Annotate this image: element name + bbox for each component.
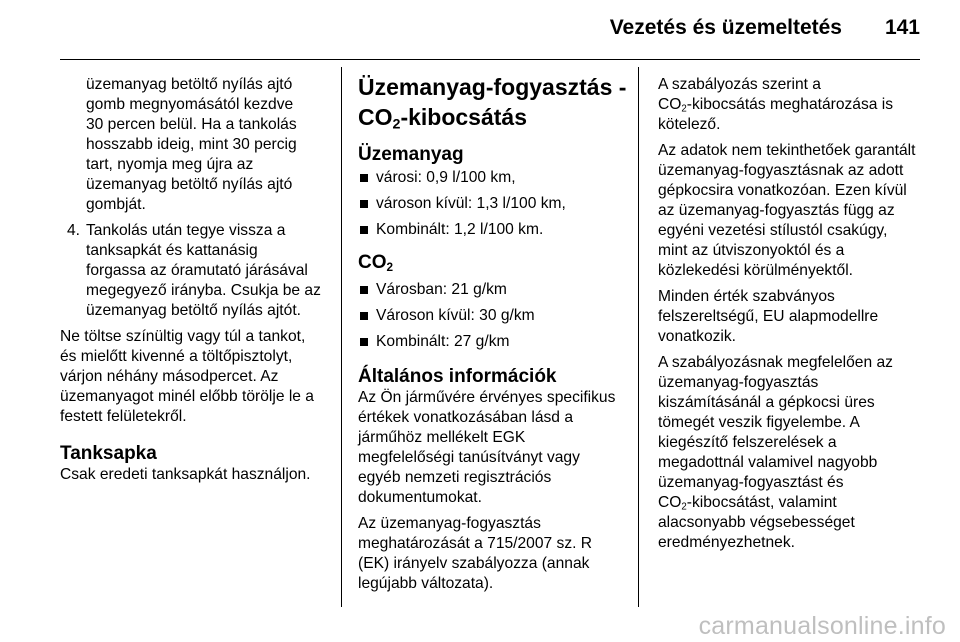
text-line: felszereltségű, EU alapmodellre (658, 308, 879, 325)
section-title-line1: Üzemanyag-fogyasztás - (358, 74, 627, 100)
text-line: megegyező irányba. Csukja be az (86, 282, 321, 299)
fuel-heading: Üzemanyag (358, 144, 464, 165)
list-item: városon kívül: 1,3 l/100 km, (358, 194, 633, 214)
co2-heading (358, 252, 633, 274)
text-line: üzemanyag betöltő nyílás ajtót. (86, 302, 301, 319)
text-line: és mielőtt kivenné a töltőpisztolyt, (60, 348, 293, 365)
text-line: tömegét veszik figyelembe. A (658, 414, 860, 431)
text-line: Az Ön járművére érvényes specifikus (358, 389, 616, 406)
list-item: Városban: 21 g/km (358, 280, 633, 300)
text-line: várjon néhány másodpercet. Az (60, 368, 279, 385)
list-item: Kombinált: 1,2 l/100 km. (358, 220, 633, 240)
watermark-text: carmanualsonline.info (698, 612, 946, 640)
text-line: legújabb változata). (358, 575, 494, 592)
general-info-paragraph-1 (358, 388, 633, 508)
text-line: megfelelőségi tanúsítványt vagy (358, 449, 580, 466)
left-column (60, 75, 335, 485)
text-line: üzemanyag-fogyasztás (658, 374, 819, 391)
standard-equipment-paragraph (658, 287, 928, 347)
text-line: mint az útviszonyoktól és a (658, 242, 845, 259)
text-line: gépkocsira vonatkozóan. Ezen kívül (658, 182, 907, 199)
list-item: Kombinált: 27 g/km (358, 332, 633, 352)
text-line: A szabályozásnak megfelelően az (658, 354, 893, 371)
list-item: Városon kívül: 30 g/km (358, 306, 633, 326)
text-line: eredményezhetnek. (658, 534, 795, 551)
text-line: hosszabb ideig, mint 30 percig (86, 136, 297, 153)
text-line: üzemanyag-fogyasztást és (658, 474, 844, 491)
co2-list (358, 280, 633, 352)
section-heading-tanksapka: Tanksapka (60, 443, 157, 464)
text-line: kiegészítő felszerelések a (658, 434, 837, 451)
co2-heading-main: CO (358, 252, 387, 273)
step-3-continuation (60, 75, 335, 215)
text-line: vonatkozik. (658, 328, 737, 345)
title-rest: -kibocsátás (400, 104, 527, 130)
step-number: 4. (66, 222, 80, 239)
general-info-heading: Általános információk (358, 366, 557, 387)
text-line: 30 percen belül. Ha a tankolás (86, 116, 297, 133)
text-line: Ne töltse színültig vagy túl a tankot, (60, 328, 306, 345)
section-title-line2 (358, 104, 633, 133)
text-line: gombját. (86, 196, 146, 213)
text-line: értékek vonatkozásában lásd a (358, 409, 573, 426)
text-line: közlekedési körülményektől. (658, 262, 854, 279)
column-divider-right (638, 67, 639, 607)
middle-column (358, 74, 633, 594)
text-line: dokumentumokat. (358, 489, 482, 506)
text-line: forgassa az óramutató járásával (86, 262, 308, 279)
title-subscript: 2 (392, 116, 401, 133)
running-header-title: Vezetés és üzemeltetés (609, 16, 842, 39)
fuel-list (358, 168, 633, 240)
text-line (658, 95, 928, 115)
text-line: üzemanyag betöltő nyílás ajtó (86, 76, 293, 93)
text-line: az üzemanyag-fogyasztás függ az (658, 202, 895, 219)
text-line: egyéb nemzeti regisztrációs (358, 469, 552, 486)
text-line: Az üzemanyag-fogyasztás (358, 515, 541, 532)
text-line: üzemanyag-fogyasztásnak az adott (658, 162, 904, 179)
column-divider-left (341, 67, 342, 607)
text-line: kötelező. (658, 116, 721, 133)
text-line: festett felületekről. (60, 408, 187, 425)
text-line: Tankolás után tegye vissza a (86, 222, 286, 239)
text-line: járműhöz mellékelt EGK (358, 429, 526, 446)
text-line: gomb megnyomásától kezdve (86, 96, 294, 113)
refuel-warning (60, 327, 335, 427)
page-number: 141 (884, 16, 920, 39)
text-line: üzemanyag betöltő nyílás ajtó (86, 176, 293, 193)
data-disclaimer-paragraph (658, 141, 928, 281)
text-line: üzemanyagot minél előbb törölje le a (60, 388, 314, 405)
text-line: kiszámításánál a gépkocsi üres (658, 394, 875, 411)
step-4 (60, 221, 335, 321)
text-line: egyéni vezetési stílustól csakúgy, (658, 222, 888, 239)
co2-heading-sub: 2 (386, 260, 394, 274)
text-rest: -kibocsátást, valamint (686, 494, 837, 511)
tanksapka-text: Csak eredeti tanksapkát használjon. (60, 466, 311, 483)
general-info-paragraph-2 (358, 514, 633, 594)
text-line: meghatározását a 715/2007 sz. R (358, 535, 593, 552)
list-item: városi: 0,9 l/100 km, (358, 168, 633, 188)
right-column (658, 75, 928, 553)
text-line: alacsonyabb végsebességet (658, 514, 855, 531)
text-line: (EK) irányelv szabályozza (annak (358, 555, 590, 572)
text-line: Az adatok nem tekinthetőek garantált (658, 142, 916, 159)
regulation-paragraph (658, 75, 928, 135)
text-line: tart, nyomja meg újra az (86, 156, 254, 173)
co-subscript: 2 (681, 103, 687, 115)
empty-weight-paragraph (658, 353, 928, 553)
text-line: A szabályozás szerint a (658, 76, 821, 93)
text-line: Minden érték szabványos (658, 288, 835, 305)
step-4-text (86, 221, 321, 321)
co-text: CO (658, 96, 682, 113)
text-rest: -kibocsátás meghatározása is (686, 96, 894, 113)
text-line (658, 493, 928, 513)
text-line: megadottnál valamivel nagyobb (658, 454, 878, 471)
co-text: CO (658, 494, 682, 511)
title-co: CO (358, 104, 393, 130)
text-line: tanksapkát és kattanásig (86, 242, 258, 259)
co-subscript: 2 (681, 501, 687, 513)
header-rule (60, 59, 920, 60)
